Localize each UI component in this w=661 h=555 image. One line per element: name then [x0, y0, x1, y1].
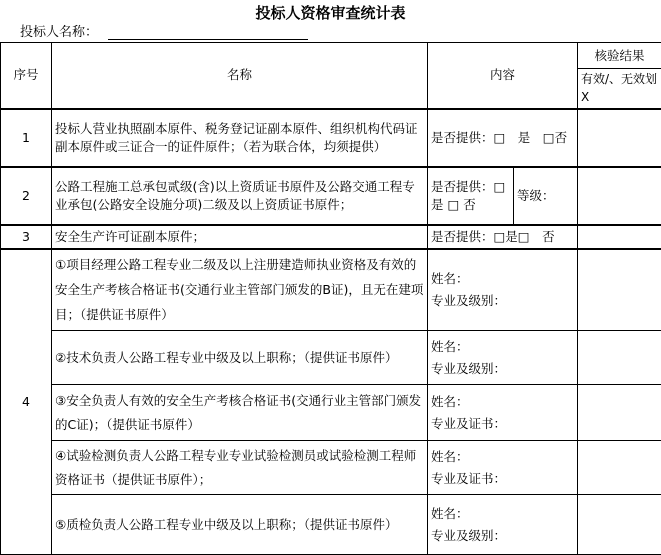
header-result-title: 核验结果 — [578, 43, 661, 69]
row-4-item-4-result[interactable] — [578, 441, 661, 495]
row-4-item-4-content[interactable]: 姓名： 专业及证书： — [428, 441, 578, 495]
header-content: 内容 — [428, 43, 578, 109]
row-3-name: 安全生产许可证副本原件； — [52, 225, 428, 249]
page-title: 投标人资格审查统计表 — [255, 4, 406, 22]
row-4-item-3-result[interactable] — [578, 385, 661, 441]
header-result-sub: 有效/、无效划 X — [578, 69, 661, 109]
row-4-item-2-result[interactable] — [578, 331, 661, 385]
row-2-seq: 2 — [1, 167, 52, 225]
qualification-table — [0, 42, 661, 555]
bidder-name-field[interactable] — [108, 39, 308, 40]
row-4-item-5-result[interactable] — [578, 495, 661, 555]
row-2-grade[interactable]: 等级： — [514, 167, 578, 225]
row-2-name: 公路工程施工总承包贰级(含)以上资质证书原件及公路交通工程专业承包(公路安全设施分项)二级及以上资质证书原件； — [52, 167, 428, 225]
row-3-seq: 3 — [1, 225, 52, 249]
row-4-item-5-content[interactable]: 姓名： 专业及级别： — [428, 495, 578, 555]
row-3-result[interactable] — [578, 225, 661, 249]
row-4-item-2-name: ②技术负责人公路工程专业中级及以上职称；（提供证书原件） — [52, 331, 428, 385]
row-2-content[interactable]: 是否提供：□是 □ 否 — [428, 167, 514, 225]
row-4-item-3-name: ③安全负责人有效的安全生产考核合格证书(交通行业主管部门颁发的C证)；（提供证书原件） — [52, 385, 428, 441]
row-3-content[interactable]: 是否提供：□是□ 否 — [428, 225, 578, 249]
row-4-item-1-result[interactable] — [578, 249, 661, 331]
row-1-content[interactable]: 是否提供：□ 是 □否 — [428, 109, 578, 167]
row-4-item-1-name: ①项目经理公路工程专业二级及以上注册建造师执业资格及有效的安全生产考核合格证书(交通行业主管部门颁发的B证)，且无在建项目；（提供证书原件） — [52, 249, 428, 331]
header-name: 名称 — [52, 43, 428, 109]
row-4-item-5-name: ⑤质检负责人公路工程专业中级及以上职称；（提供证书原件） — [52, 495, 428, 555]
row-4-item-3-content[interactable]: 姓名： 专业及证书： — [428, 385, 578, 441]
bidder-name-label: 投标人名称： — [20, 25, 99, 40]
row-4-item-4-name: ④试验检测负责人公路工程专业专业试验检测员或试验检测工程师资格证书（提供证书原件）； — [52, 441, 428, 495]
row-4-seq: 4 — [1, 249, 52, 555]
header-seq: 序号 — [1, 43, 52, 109]
row-2-result[interactable] — [578, 167, 661, 225]
row-1-name: 投标人营业执照副本原件、税务登记证副本原件、组织机构代码证副本原件或三证合一的证件原件；（若为联合体，均须提供） — [52, 109, 428, 167]
row-4-item-1-content[interactable]: 姓名： 专业及级别： — [428, 249, 578, 331]
row-1-result[interactable] — [578, 109, 661, 167]
row-1-seq: 1 — [1, 109, 52, 167]
row-4-item-2-content[interactable]: 姓名： 专业及级别： — [428, 331, 578, 385]
